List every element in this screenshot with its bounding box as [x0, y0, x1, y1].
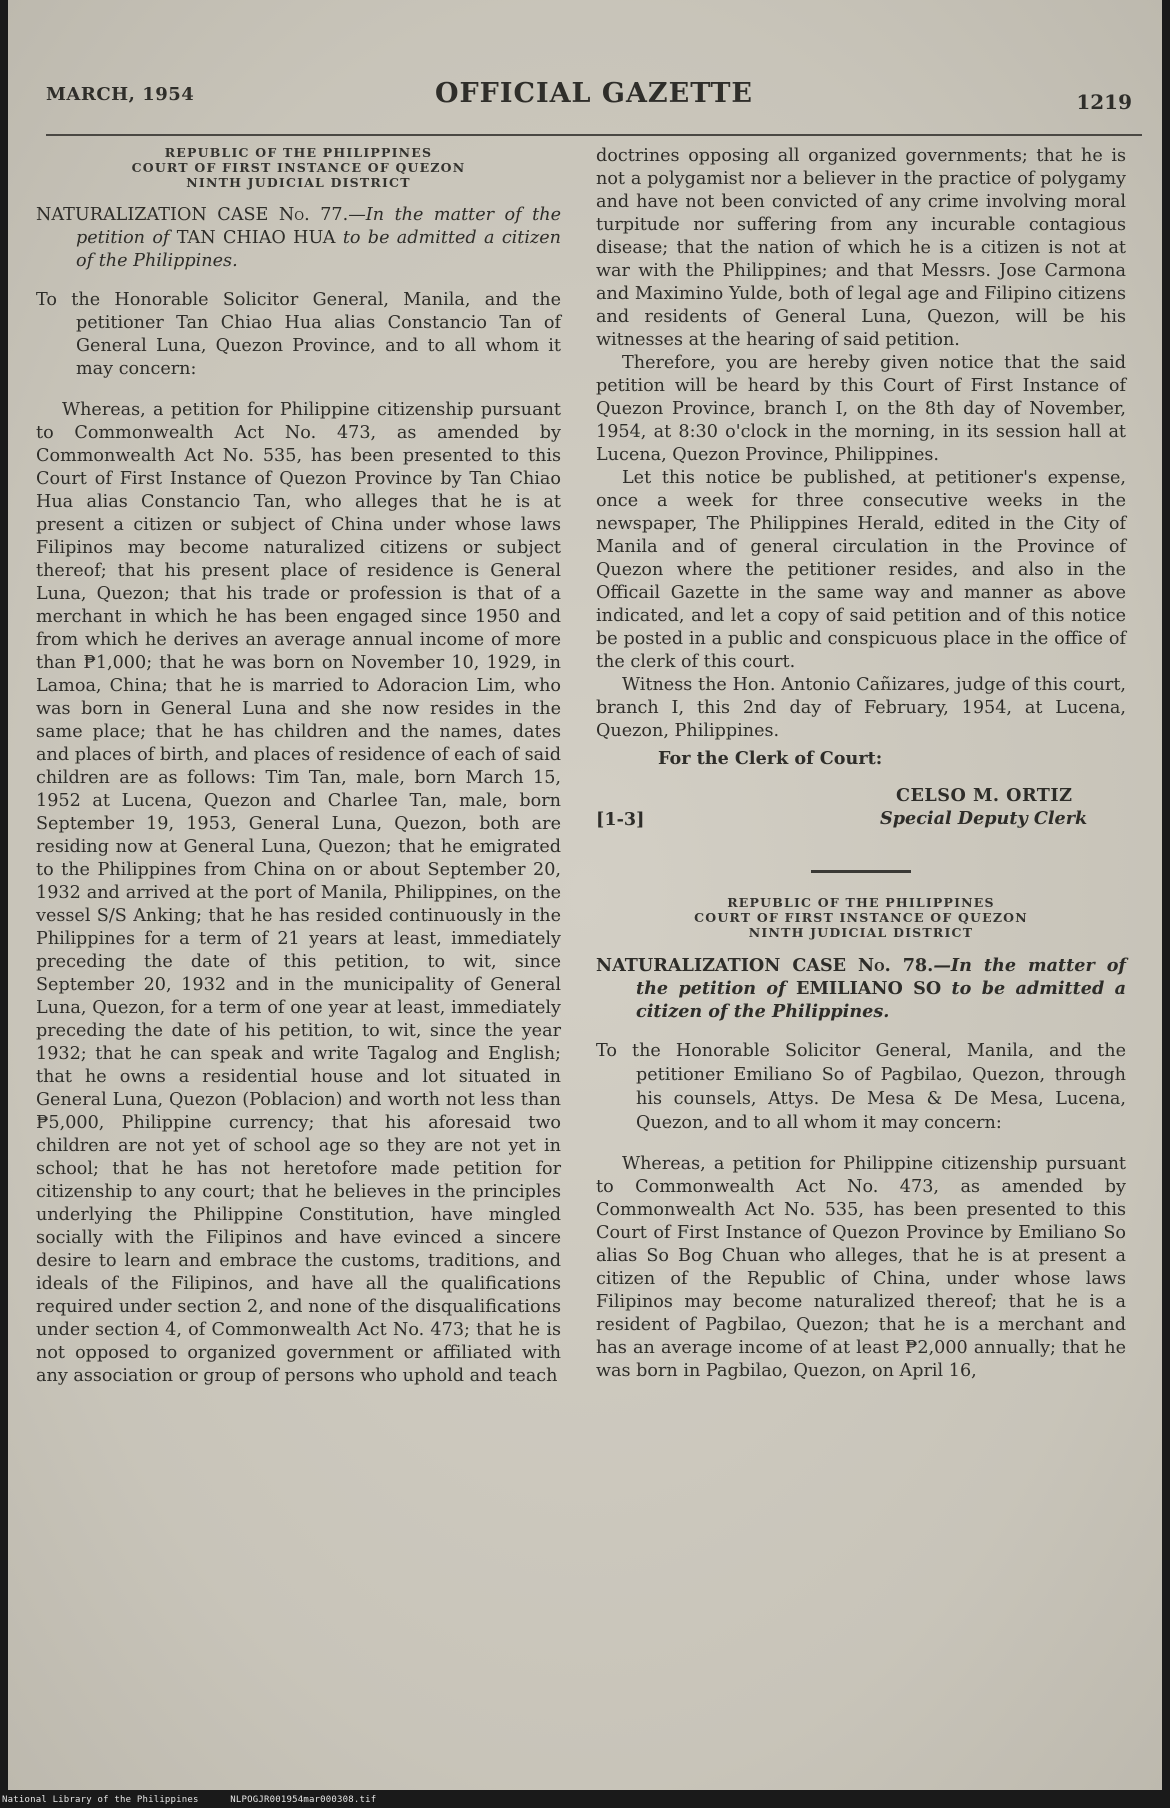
- for-clerk: For the Clerk of Court:: [658, 748, 883, 769]
- hearing-notice: Therefore, you are hereby given notice that the said petition will be heard by this Court of First Instance of Quezon Province, branch I, on the 8th day of November, 1954, at 8:30 o'clock in the morning, in its session hall at Lucena, Quezon Province, Philippines.: [596, 353, 1126, 465]
- court-caption-2: [596, 895, 1126, 940]
- issue-reference: [1-3]: [596, 809, 645, 830]
- case-number-2: NATURALIZATION CASE No. 78.: [596, 955, 934, 976]
- witness-clause: Witness the Hon. Antonio Cañizares, judge of this court, branch I, this 2nd day of February, 1954, at Lucena, Quezon, Philippines.: [596, 675, 1126, 741]
- petitioner-name-2: EMILIANO SO: [796, 978, 942, 999]
- caption-line: NINTH JUDICIAL DISTRICT: [186, 175, 411, 190]
- petition-body-2: Whereas, a petition for Philippine citizenship pursuant to Commonwealth Act No. 473, as amended by Commonwealth Act No. 535, has been presented to this Court of First Instance of Quezon Province by Emiliano So alias So Bog Chuan who alleges, that he is at present a citizen of the Republic of China, under whose laws Filipinos may become naturalized thereof; that he is a resident of Pagbilao, Quezon; that he is a merchant and has an average income of at least ₱2,000 annually; that he was born in Pagbilao, Quezon, on April 16,: [596, 1154, 1126, 1381]
- scan-footer: [2, 1795, 402, 1805]
- page-header: [46, 78, 1142, 124]
- gazette-page: [8, 0, 1162, 1790]
- caption-line: REPUBLIC OF THE PHILIPPINES: [164, 145, 433, 160]
- case-heading: [36, 204, 561, 273]
- header-title: OFFICIAL GAZETTE: [434, 78, 754, 109]
- case-purpose-2: to be admitted a citizen of the Philippines.: [636, 978, 1127, 1022]
- library-credit: National Library of the Philippines: [2, 1795, 199, 1805]
- signature-block: [596, 780, 1126, 842]
- publication-order: Let this notice be published, at petitioner's expense, once a week for three consecutive weeks in the newspaper, The Philippines Herald, edited in the City of Manila and of general circulation in the Province of Quezon where the petitioner resides, and also in the Officail Gazette in the same way and manner as above indicated, and let a copy of said petition and of this notice be posted in a public and conspicuous place in the office of the clerk of this court.: [596, 468, 1126, 672]
- signatory-title: Special Deputy Clerk: [880, 808, 1088, 829]
- petition-body: Whereas, a petition for Philippine citizenship pursuant to Commonwealth Act No. 473, as amended by Commonwealth Act No. 535, has been presented to this Court of First Instance of Quezon Province by Tan Chiao Hua alias Constancio Tan, who alleges that he is at present a citizen or subject of China under whose laws Filipinos may become naturalized citizens or subject thereof; that his present place of residence is General Luna, Quezon; that his trade or profession is that of a merchant in which he has been engaged since 1950 and from which he derives an average annual income of more than ₱1,000; that he was born on November 10, 1929, in Lamoa, China; that he is married to Adoracion Lim, who was born in General Luna and she now resides in the same place; that he has children and the names, dates and places of birth, and places of residence of each of said children are as follows: Tim Tan, male, born March 15, 1952 at Lucena, Quezon and Charlee Tan, male, born September 19, 1953, General Luna, Quezon, both are residing now at General Luna, Quezon; that he emigrated to the Philippines from China on or about September 20, 1932 and arrived at the port of Manila, Philippines, on the vessel S/S Anking; that he has resided continuously in the Philippines for a term of 21 years at least, immediately preceding the date of this petition, to wit, since September 20, 1932 and in the municipality of General Luna, Quezon, for a term of one year at least, immediately preceding the date of his petition, to wit, since the year 1932; that he can speak and write Tagalog and English; that he owns a residential house and lot situated in General Luna, Quezon (Poblacion) and worth not less than ₱5,000, Philippine currency; that his aforesaid two children are not yet of school age so they are not yet in school; that he has not heretofore made petition for citizenship to any court; that he believes in the principles underlying the Philippine Constitution, have mingled socially with the Filipinos and have evinced a sincere desire to learn and embrace the customs, traditions, and ideals of the Filipinos, and have all the qualifications required under section 2, and none of the disqualifications under section 4, of Commonwealth Act No. 473; that he is not opposed to organized government or affiliated with any association or group of persons who uphold and teach: [36, 400, 561, 1386]
- right-column: [596, 145, 1126, 1383]
- case-number: NATURALIZATION CASE No. 77.: [36, 205, 349, 225]
- caption-line: REPUBLIC OF THE PHILIPPINES: [727, 895, 995, 910]
- caption-line: NINTH JUDICIAL DISTRICT: [748, 925, 974, 940]
- section-divider: [811, 870, 911, 873]
- left-column: [36, 145, 561, 1388]
- page-number: 1219: [1076, 90, 1132, 114]
- caption-line: COURT OF FIRST INSTANCE OF QUEZON: [694, 910, 1028, 925]
- case-matter: —In the matter of the petition of: [76, 205, 561, 248]
- petition-continuation: doctrines opposing all organized governments; that he is not a polygamist nor a believer in the practice of polygamy and have not been convicted of any crime involving moral turpitude nor suffering from any incurable contagious disease; that the nation of which he is a citizen is not at war with the Philippines; and that Messrs. Jose Carmona and Maximino Yulde, both of legal age and Filipino citizens and residents of General Luna, Quezon, will be his witnesses at the hearing of said petition.: [596, 146, 1126, 350]
- scan-filename: NLPOGJR001954mar000308.tif: [230, 1795, 377, 1805]
- petitioner-name: TAN CHIAO HUA: [176, 228, 336, 248]
- header-date: MARCH, 1954: [46, 84, 195, 105]
- caption-line: COURT OF FIRST INSTANCE OF QUEZON: [131, 160, 466, 175]
- addressee: To the Honorable Solicitor General, Manila, and the petitioner Tan Chiao Hua alias Constancio Tan of General Luna, Quezon Province, and to all whom it may concern:: [36, 290, 561, 379]
- case-matter-2: —In the matter of the petition of: [636, 955, 1126, 999]
- court-caption: [36, 145, 561, 190]
- case-purpose: to be admitted a citizen of the Philippines.: [76, 228, 562, 271]
- addressee-2: To the Honorable Solicitor General, Manila, and the petitioner Emiliano So of Pagbilao, Quezon, through his counsels, Attys. De Mesa & De Mesa, Lucena, Quezon, and to all whom it may concern:: [596, 1041, 1126, 1133]
- signatory-name: CELSO M. ORTIZ: [896, 785, 1073, 806]
- header-rule: [46, 134, 1142, 136]
- case-heading-2: [596, 954, 1126, 1023]
